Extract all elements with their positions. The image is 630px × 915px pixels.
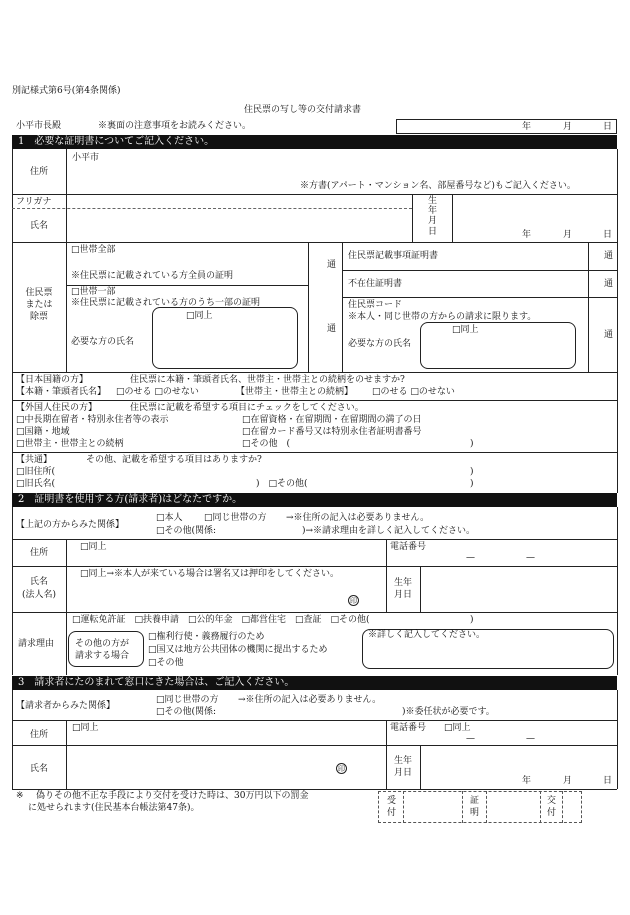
reason-rights-checkbox[interactable]: □権利行使・義務履行のため [148, 632, 265, 642]
s1-line-nonres [342, 297, 617, 298]
s3-address-label: 住所 [30, 730, 49, 740]
foreign-opt-other[interactable]: □その他 ( [242, 439, 291, 449]
date-year: 年 [522, 122, 532, 132]
section-2-header: 2 証明書を使用する方(請求者)はどなたですか。 [12, 493, 617, 507]
section-3-header: 3 請求者にたのまれて窓口にきた場合は、ご記入ください。 [12, 676, 617, 690]
s2-line-name [12, 612, 617, 613]
all-members-copies-input[interactable] [310, 244, 324, 282]
foreign-opt-householder[interactable]: □世帯主・世帯主との続柄 [16, 439, 124, 449]
s2-seal: 印 [350, 597, 357, 605]
s2-phone-input[interactable] [432, 552, 612, 564]
all-members-note: ※住民票に記載されている方全員の証明 [71, 271, 234, 281]
s2-birthdate-input[interactable] [424, 569, 614, 609]
s3-birth-divider [420, 745, 421, 789]
s3-phone-divider [386, 720, 387, 789]
name-label: 氏名 [30, 221, 49, 231]
office-shomei-1: 証 [470, 796, 480, 806]
date-day: 日 [603, 122, 613, 132]
reason-other-checkbox[interactable]: □その他 [148, 658, 184, 668]
reason-other-close: ) [470, 615, 474, 625]
all-members-copies: 通 [327, 260, 337, 270]
birth-label-1: 生 [428, 196, 438, 206]
s2-arrow-note-2: )→※請求理由を詳しく記入してください。 [302, 526, 476, 536]
birth-day: 日 [603, 230, 613, 240]
warning-mark: ※ [16, 791, 24, 801]
office-div-2 [462, 791, 463, 823]
address-input[interactable] [100, 152, 600, 176]
partial-members-copies: 通 [327, 324, 337, 334]
code-needed-name-label: 必要な方の氏名 [348, 339, 412, 349]
s3-seal: 印 [338, 765, 345, 773]
s2-relation-label: 【上記の方からみた関係】 [16, 520, 125, 530]
foreign-head: 【外国人住民の方】 [16, 403, 98, 413]
s2-birth-label-1: 生年 [394, 578, 413, 588]
birth-year: 年 [522, 230, 532, 240]
section-1-header: 1 必要な証明書についてご記入ください。 [12, 135, 617, 149]
s2-phone-sep-2: — [526, 553, 535, 563]
s1-label-divider [66, 149, 67, 372]
s1-birth-divider-l [412, 194, 413, 242]
s1-copies2-divider [588, 242, 589, 372]
common-head: 【共通】 [16, 455, 53, 465]
jp-head: 【日本国籍の方】 [16, 375, 89, 385]
birth-month: 月 [563, 230, 573, 240]
other-item-checkbox[interactable]: ) □その他( [256, 479, 308, 489]
name-input[interactable] [70, 211, 408, 239]
partial-names-field[interactable] [152, 307, 298, 369]
s1-right-border [617, 149, 618, 493]
office-kofu-1: 交 [547, 796, 557, 806]
s2-address-same-checkbox[interactable]: □同上 [80, 542, 107, 552]
s3-address-same-checkbox[interactable]: □同上 [72, 723, 99, 733]
s2-same-household-checkbox[interactable]: □同じ世帯の方 [204, 513, 267, 523]
foreign-opt-nationality[interactable]: □国籍・地域 [16, 427, 70, 437]
code-names-field[interactable] [420, 322, 576, 369]
s2-line-relation [12, 539, 617, 540]
jp-setainushi-label: 【世帯主・世帯主との続柄】 [236, 387, 354, 397]
s2-label-divider [66, 539, 67, 675]
foreign-opt-residence[interactable]: □在留資格・在留期間・在留期間の満了の日 [242, 415, 422, 425]
s2-name-label-1: 氏名 [29, 577, 48, 587]
s3-arrow-note-1: →※住所の記入は必要ありません。 [238, 695, 382, 705]
juminhyo-label-3: 除票 [29, 312, 48, 322]
s3-label-divider [66, 720, 67, 789]
s3-right-border [617, 690, 618, 789]
non-residence-cert-label: 不在住証明書 [348, 279, 403, 289]
s3-line-relation [12, 720, 617, 721]
kisai-cert-label: 住民票記載事項証明書 [348, 251, 439, 261]
jp-setainushi-options[interactable]: □のせる □のせない [372, 387, 455, 397]
s3-proxy-note: )※委任状が必要です。 [402, 707, 495, 717]
s1-copies-divider-l [308, 242, 309, 372]
s2-name-label-2: (法人名) [21, 590, 57, 600]
s2-self-checkbox[interactable]: □本人 [156, 513, 183, 523]
s3-phone-label: 電話番号 [390, 723, 427, 733]
s3-phone-sep-2: — [526, 734, 535, 744]
other-party-label-2: 請求する場合 [75, 651, 130, 661]
s3-phone-sep-1: — [466, 734, 475, 744]
address-note: ※方書(アパート・マンション名、部屋番号など)もご記入ください。 [300, 181, 576, 191]
s2-left-border [12, 507, 13, 675]
old-address-checkbox[interactable]: □旧住所( [16, 467, 56, 477]
s1-line-all [66, 285, 308, 286]
s2-phone-sep-1: — [466, 553, 475, 563]
s2-birth-label-2: 月日 [394, 590, 413, 600]
s1-birth-divider-r [452, 194, 453, 242]
partial-needed-name-label: 必要な方の氏名 [71, 337, 135, 347]
s2-other-relation-checkbox[interactable]: □その他(関係: [156, 526, 217, 536]
furigana-input[interactable] [70, 196, 408, 207]
old-name-checkbox[interactable]: □旧氏名( [16, 479, 56, 489]
kisai-cert-copies: 通 [604, 251, 614, 261]
s1-line-foreign [12, 452, 617, 453]
s2-arrow-note-1: →※住所の記入は必要ありません。 [286, 513, 430, 523]
address-label: 住所 [30, 167, 49, 177]
s3-phone-same-checkbox[interactable]: □同上 [444, 723, 471, 733]
addressee: 小平市長殿 [16, 121, 62, 131]
s1-left-border [12, 149, 13, 493]
partial-same-checkbox[interactable]: □同上 [186, 311, 213, 321]
s3-line-bottom [12, 789, 617, 790]
s3-birth-label-2: 月日 [394, 768, 413, 778]
s2-address-label: 住所 [30, 548, 49, 558]
old-address-close: ) [470, 467, 474, 477]
s3-address-input[interactable] [70, 734, 382, 744]
foreign-opt-status[interactable]: □中長期在留者・特別永住者等の表示 [16, 415, 169, 425]
s1-line-furigana [12, 208, 412, 209]
s3-birth-label-1: 生年 [394, 756, 413, 766]
s3-left-border [12, 690, 13, 789]
reason-gov-checkbox[interactable]: □国又は地方公共団体の機関に提出するため [148, 645, 328, 655]
s1-line-jp [12, 400, 617, 401]
birth-label-2: 年 [428, 206, 438, 216]
s1-copies-divider-r [342, 242, 343, 372]
code-label: 住民票コード [348, 300, 403, 310]
s3-birth-day: 日 [603, 776, 613, 786]
common-question: その他、記載を希望する項目はありますか? [86, 455, 262, 465]
office-kofu-2: 付 [547, 808, 557, 818]
foreign-other-close: ) [470, 439, 474, 449]
jp-honseki-label: 【本籍・筆頭者氏名】 [16, 387, 107, 397]
s2-line-address [12, 566, 617, 567]
warning-line-2: に処せられます(住民基本台帳法第47条)。 [28, 803, 200, 813]
form-number: 別記様式第6号(第4条関係) [12, 86, 121, 96]
warning-line-1: 偽りその他不正な手段により交付を受けた時は、30万円以下の罰金 [36, 791, 309, 801]
jp-question: 住民票に本籍・筆頭者氏名、世帯主・世帯主との続柄をのせますか? [130, 375, 405, 385]
reason-label: 請求理由 [18, 639, 55, 649]
reason-detail-note: ※詳しく記入してください。 [368, 630, 486, 640]
partial-members-checkbox[interactable]: □世帯一部 [71, 287, 116, 297]
address-prefill: 小平市 [72, 153, 100, 163]
s2-right-border [617, 507, 618, 675]
office-shomei-2: 明 [470, 808, 480, 818]
s3-other-relation-checkbox[interactable]: □その他(関係: [156, 707, 217, 717]
furigana-label: フリガナ [16, 197, 52, 207]
s2-phone-divider [386, 539, 387, 612]
code-same-checkbox[interactable]: □同上 [452, 325, 479, 335]
request-date-field[interactable] [396, 119, 617, 134]
office-div-5 [562, 791, 563, 823]
s3-name-input[interactable] [70, 749, 332, 785]
office-div-1 [403, 791, 404, 823]
s3-birth-month: 月 [563, 776, 573, 786]
s3-birthdate-input[interactable] [424, 748, 614, 786]
juminhyo-label-1: 住民票 [25, 288, 53, 298]
s3-relation-label: 【請求者からみた関係】 [16, 701, 116, 711]
foreign-opt-card-number[interactable]: □在留カード番号又は特別永住者証明書番号 [242, 427, 422, 437]
reason-options[interactable]: □運転免許証 □扶養申請 □公的年金 □都営住宅 □査証 □その他( [72, 615, 370, 625]
s1-line-kisai [342, 270, 617, 271]
code-copies: 通 [604, 330, 614, 340]
s2-phone-label: 電話番号 [390, 542, 427, 552]
date-month: 月 [563, 122, 573, 132]
s2-birth-divider [420, 566, 421, 612]
other-party-box [68, 631, 144, 667]
birth-label-4: 日 [428, 227, 438, 237]
partial-members-note: ※住民票に記載されている方のうち一部の証明 [71, 298, 261, 308]
juminhyo-label-2: または [25, 300, 53, 310]
s2-name-note[interactable]: □同上→※本人が来ている場合は署名又は押印をしてください。 [80, 569, 340, 579]
office-div-4 [540, 791, 541, 823]
s3-same-household-checkbox[interactable]: □同じ世帯の方 [156, 695, 219, 705]
jp-honseki-options[interactable]: □のせる □のせない [116, 387, 199, 397]
office-uketsuke-2: 付 [387, 808, 397, 818]
s3-birth-year: 年 [522, 776, 532, 786]
office-div-3 [486, 791, 487, 823]
form-title: 住民票の写し等の交付請求書 [244, 105, 362, 115]
other-party-label-1: その他の方が [75, 639, 130, 649]
s3-line-address [12, 745, 617, 746]
s2-name-input[interactable] [70, 582, 340, 608]
s1-line-address [12, 194, 617, 195]
s1-line-name [12, 242, 617, 243]
non-residence-cert-copies: 通 [604, 279, 614, 289]
s3-name-label: 氏名 [30, 764, 49, 774]
notice-text: ※裏面の注意事項をお読みください。 [98, 121, 252, 131]
s2-address-input[interactable] [70, 554, 382, 564]
s1-line-juminhyo [12, 372, 617, 373]
all-members-checkbox[interactable]: □世帯全部 [71, 245, 116, 255]
birthdate-input[interactable] [455, 196, 615, 240]
code-note: ※本人・同じ世帯の方からの請求に限ります。 [348, 312, 537, 322]
foreign-instruction: 住民票に記載を希望する項目にチェックをしてください。 [130, 403, 364, 413]
office-uketsuke-1: 受 [387, 796, 397, 806]
birth-label-3: 月 [428, 216, 438, 226]
other-item-close: ) [470, 479, 474, 489]
